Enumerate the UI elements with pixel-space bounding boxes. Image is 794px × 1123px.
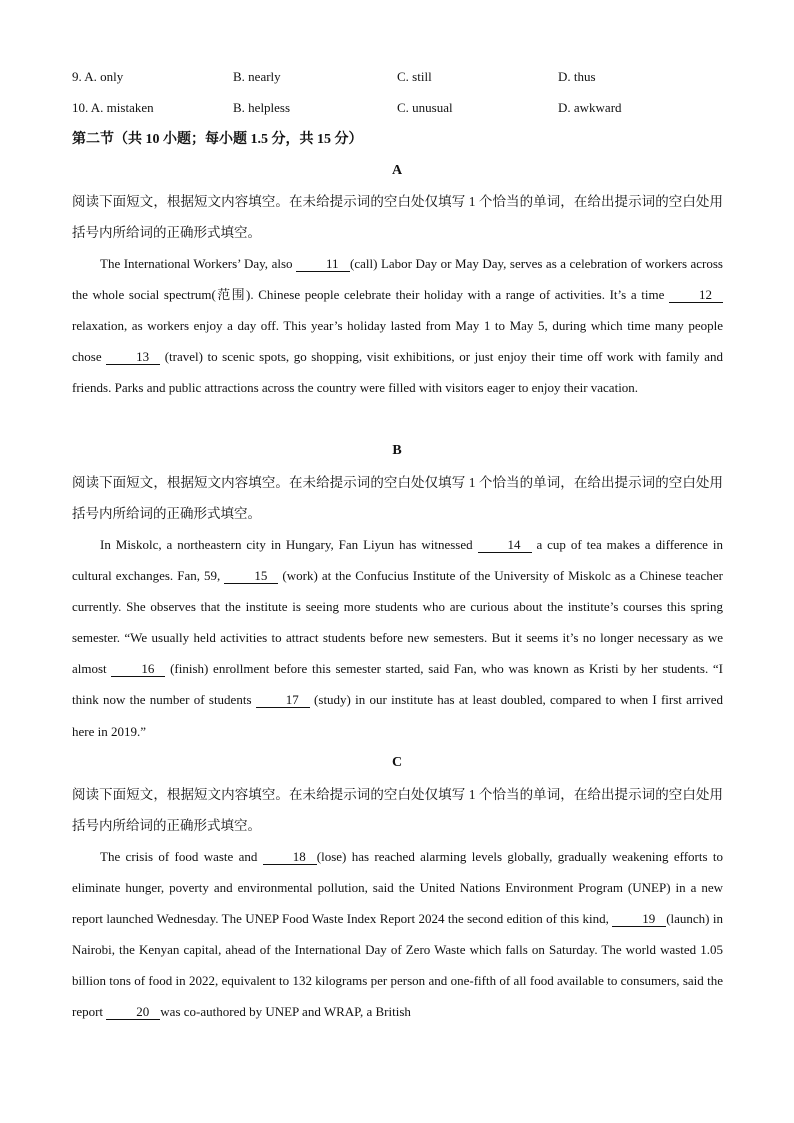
option-q10-d[interactable]: D. awkward [558,100,622,115]
passage-text-segment: was co-authored by UNEP and WRAP, a British [160,1004,411,1020]
passage-b-text [72,529,723,747]
blank-18[interactable]: 18 [263,849,317,865]
blank-15[interactable]: 15 [224,568,278,584]
option-q10-c[interactable]: C. unusual [397,100,453,115]
passage-c-text [72,841,723,1028]
option-q9-c[interactable]: C. still [397,69,432,84]
blank-17[interactable]: 17 [256,692,310,708]
passage-a-instruction: 阅读下面短文，根据短文内容填空。在未给提示词的空白处仅填写 1 个恰当的单词，在给出提示词的空白处用括号内所给词的正确形式填空。 [72,194,723,240]
passage-text-segment: In Miskolc, a northeastern city in Hungary, Fan Liyun has witnessed [100,537,478,552]
option-q9-a[interactable]: 9. A. only [72,69,124,84]
passage-c-instruction: 阅读下面短文，根据短文内容填空。在未给提示词的空白处仅填写 1 个恰当的单词，在给出提示词的空白处用括号内所给词的正确形式填空。 [72,787,723,833]
passage-b-label: B [392,443,402,458]
passage-text-segment: The International Workers’ Day, also [100,256,297,271]
blank-14[interactable]: 14 [478,537,532,553]
passage-text-segment: (travel) to scenic spots, go shopping, visit exhibitions, or just enjoy their time off work with family and friends. Parks and public attractions across the country were filled with visitors eager to enjoy their vacation. [72,349,723,396]
blank-16[interactable]: 16 [111,661,165,677]
passage-a-text [72,248,723,403]
passage-a-label: A [391,163,403,178]
option-q10-b[interactable]: B. helpless [233,100,291,115]
blank-20[interactable]: 20 [106,1004,160,1020]
blank-12[interactable]: 12 [669,287,723,303]
blank-11[interactable]: 11 [296,256,350,272]
blank-19[interactable]: 19 [612,911,666,927]
passage-text-segment: (launch) in Nairobi, the Kenyan capital, ahead of the International Day of Zero Waste which falls on Saturday. The world wasted 1.05 billion tons of food in 2022, equivalent to 132 kilograms per person and one-fifth of all food available to consumers, said the report [72,911,724,1020]
option-q9-b[interactable]: B. nearly [233,69,281,84]
passage-text-segment: (call) Labor Day or May Day, serves as a celebration of workers across the whole social spectrum(范围). Chinese people celebrate their holiday with a range of activities. It’s a time [72,256,723,303]
passage-text-segment: The crisis of food waste and [100,849,263,864]
passage-text-segment: (study) in our institute has at least doubled, compared to when I first arrived here in 2019.” [72,692,723,739]
passage-text-segment: (work) at the Confucius Institute of the University of Miskolc as a Chinese teacher currently. She observes that the institute is seeing more students who are curious about the institute’s courses this spring semester. “We usually held activities to attract students before new semesters. But it seems it’s no longer necessary as we almost [72,568,723,677]
section-title: 第二节（共 10 小题；每小题 1.5 分，共 15 分） [72,132,363,147]
option-row-q9 [72,68,722,86]
passage-text-segment: relaxation, as workers enjoy a day off. This year’s holiday lasted from May 1 to May 5, during which time many people chose [72,318,723,365]
blank-13[interactable]: 13 [106,349,160,365]
passage-text-segment: a cup of tea makes a difference in cultural exchanges. Fan, 59, [72,537,723,584]
option-row-q10 [72,99,722,117]
option-q9-d[interactable]: D. thus [558,69,596,84]
passage-c-label: C [391,755,403,770]
passage-text-segment: (lose) has reached alarming levels globally, gradually weakening efforts to eliminate hunger, poverty and environmental pollution, said the United Nations Environment Program (UNEP) in a new report launched Wednesday. The UNEP Food Waste Index Report 2024 the second edition of this kind, [72,849,723,927]
passage-text-segment: (finish) enrollment before this semester started, said Fan, who was known as Kristi by her students. “I think now the number of students [72,661,723,708]
option-q10-a[interactable]: 10. A. mistaken [72,100,154,115]
passage-b-instruction: 阅读下面短文，根据短文内容填空。在未给提示词的空白处仅填写 1 个恰当的单词，在给出提示词的空白处用括号内所给词的正确形式填空。 [72,475,723,521]
